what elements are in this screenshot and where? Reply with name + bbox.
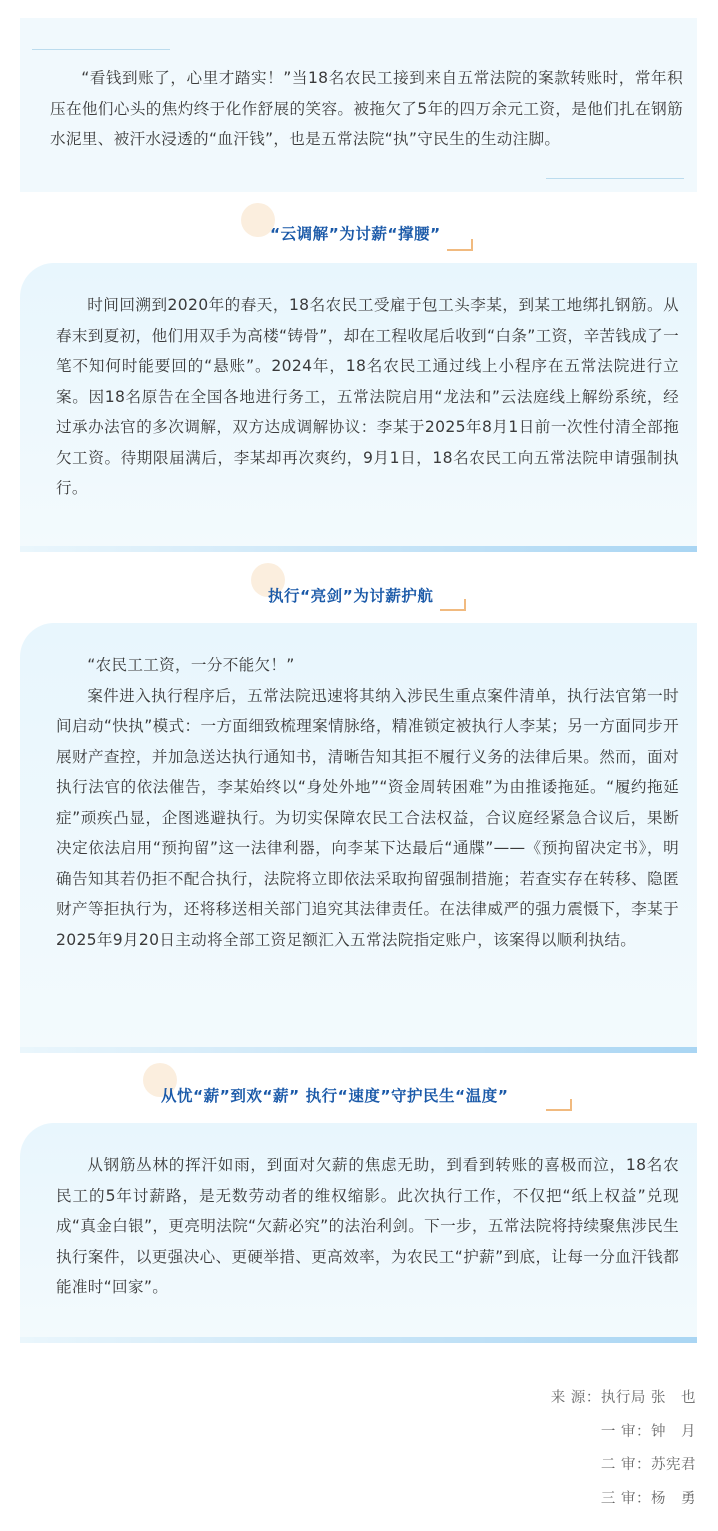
section-1-heading: “云调解”为讨薪“撑腰”: [270, 225, 441, 243]
intro-divider-bottom: [546, 178, 684, 179]
section-3-card: [20, 1123, 697, 1343]
credit-source: 来 源：执行局 张 也: [550, 1390, 696, 1406]
section-2-paragraph-1: “农民工工资，一分不能欠！”: [87, 656, 295, 674]
section-2-paragraph-2: 案件进入执行程序后，五常法院迅速将其纳入涉民生重点案件清单，执行法官第一时间启动“快执”模式：一方面细致梳理案情脉络，精准锁定被执行人李某；另一方面同步开展财产查控，并加急送达执行通知书，清晰告知其拒不履行义务的法律后果。然而，面对执行法官的依法催告，李某始终以“身处外地”“资金周转困难”为由推诿拖延。“履约拖延症”顽疾凸显，企图逃避执行。为切实保障农民工合法权益，合议庭经紧急合议后，果断决定依法启用“预拘留”这一法律利器，向李某下达最后“通牒”——《预拘留决定书》，明确告知其若仍拒不配合执行，法院将立即依法采取拘留强制措施；若查实存在转移、隐匿财产等拒执行为，还将移送相关部门追究其法律责任。在法律威严的强力震慑下，李某于2025年9月20日主动将全部工资足额汇入五常法院指定账户，该案得以顺利执结。: [56, 686, 679, 949]
section-2-card: [20, 623, 697, 1053]
credit-review-3: 三 审：杨 勇: [600, 1490, 696, 1507]
section-2-heading-corner: [440, 599, 466, 611]
credits-block: [551, 1382, 696, 1516]
section-2-heading: 执行“亮剑”为讨薪护航: [268, 587, 434, 605]
intro-paragraph: “看钱到账了，心里才踏实！”当18名农民工接到来自五常法院的案款转账时，常年积压在他们心头的焦灼终于化作舒展的笑容。被拖欠了5年的四万余元工资，是他们扎在钢筋水泥里、被汗水浸透的“血汗钱”，也是五常法院“执”守民生的生动注脚。: [50, 69, 683, 148]
intro-card: [20, 18, 697, 192]
credit-review-2: 二 审：苏宪君: [600, 1457, 696, 1473]
section-1-heading-corner: [447, 239, 473, 251]
section-3-heading: 从忧“薪”到欢“薪” 执行“速度”守护民生“温度”: [161, 1087, 509, 1105]
intro-divider-top: [32, 49, 170, 50]
section-3-paragraph-1: 从钢筋丛林的挥汗如雨，到面对欠薪的焦虑无助，到看到转账的喜极而泣，18名农民工的5年讨薪路，是无数劳动者的维权缩影。此次执行工作，不仅把“纸上权益”兑现成“真金白银”，更亮明法院“欠薪必究”的法治利剑。下一步，五常法院将持续聚焦涉民生执行案件，以更强决心、更硬举措、更高效率，为农民工“护薪”到底，让每一分血汗钱都能准时“回家”。: [56, 1156, 679, 1296]
section-1-paragraph-1: 时间回溯到2020年的春天，18名农民工受雇于包工头李某，到某工地绑扎钢筋。从春末到夏初，他们用双手为高楼“铸骨”，却在工程收尾后收到“白条”工资，辛苦钱成了一笔不知何时能要回的“悬账”。2024年，18名农民工通过线上小程序在五常法院进行立案。因18名原告在全国各地进行务工，五常法院启用“龙法和”云法庭线上解纷系统，经过承办法官的多次调解，双方达成调解协议：李某于2025年8月1日前一次性付清全部拖欠工资。待期限届满后，李某却再次爽约，9月1日，18名农民工向五常法院申请强制执行。: [56, 296, 679, 497]
section-3-heading-corner: [546, 1099, 572, 1111]
credit-review-1: 一 审：钟 月: [600, 1423, 696, 1440]
section-1-card: [20, 263, 697, 552]
